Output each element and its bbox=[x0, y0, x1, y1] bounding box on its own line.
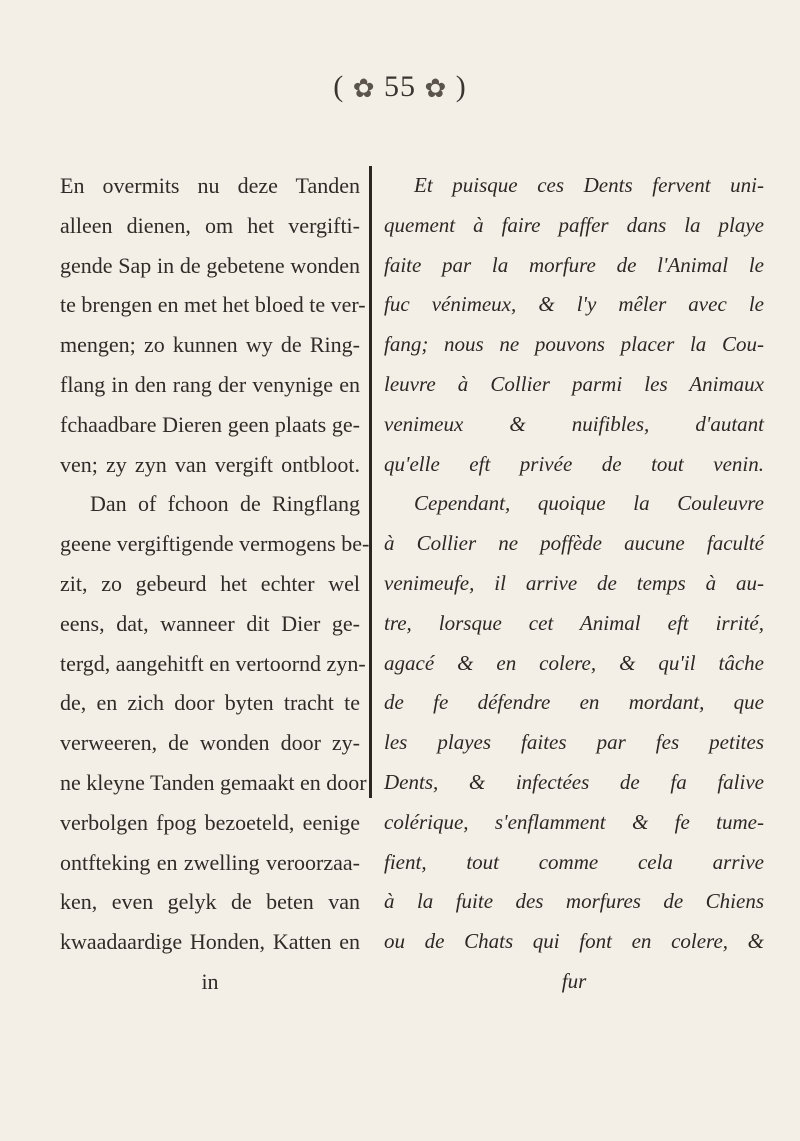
text-line: ou de Chats qui font en colere, & bbox=[384, 929, 764, 954]
text-line: kwaadaardige Honden, Katten en bbox=[60, 929, 360, 955]
text-line: ontfteking en zwelling veroorzaa- bbox=[60, 849, 360, 875]
column-divider bbox=[369, 166, 372, 798]
text-line: tre, lorsque cet Animal eft irrité, bbox=[384, 610, 764, 635]
text-line: verweeren, de wonden door zy- bbox=[60, 730, 360, 756]
text-line: Dan of fchoon de Ringflang bbox=[90, 491, 360, 517]
text-line: te brengen en met het bloed te ver- bbox=[60, 292, 366, 318]
text-line: ne kleyne Tanden gemaakt en door bbox=[60, 769, 367, 795]
text-line: ken, even gelyk de beten van bbox=[60, 889, 360, 915]
text-line: geene vergiftigende vermogens be- bbox=[60, 531, 370, 557]
page-header bbox=[0, 70, 800, 104]
text-line: de fe défendre en mordant, que bbox=[384, 690, 764, 715]
text-line: à Collier ne poffède aucune faculté bbox=[384, 531, 764, 556]
text-line: quement à faire paffer dans la playe bbox=[384, 212, 764, 237]
text-line: Cependant, quoique la Couleuvre bbox=[414, 491, 764, 516]
text-line: fient, tout comme cela arrive bbox=[384, 849, 764, 874]
text-line: venimeufe, il arrive de temps à au- bbox=[384, 570, 764, 595]
left-ornament-icon: ✿ bbox=[352, 74, 376, 104]
text-line: Dents, & infectées de fa falive bbox=[384, 769, 764, 794]
text-line: mengen; zo kunnen wy de Ring- bbox=[60, 332, 360, 358]
text-line: tergd, aangehitft en vertoornd zyn- bbox=[60, 650, 366, 676]
catchword: in bbox=[201, 968, 219, 994]
text-line: fchaadbare Dieren geen plaats ge- bbox=[60, 411, 360, 437]
text-line: flang in den rang der venynige en bbox=[60, 371, 360, 397]
text-line: alleen dienen, om het vergifti- bbox=[60, 212, 360, 238]
text-line: gende Sap in de gebetene wonden bbox=[60, 252, 360, 278]
page-number: 55 bbox=[384, 70, 416, 103]
header-paren-open: ( bbox=[333, 70, 345, 103]
text-line: leuvre à Collier parmi les Animaux bbox=[384, 371, 764, 396]
text-line: En overmits nu deze Tanden bbox=[60, 173, 360, 198]
text-line: venimeux & nuifibles, d'autant bbox=[384, 411, 764, 436]
text-line: qu'elle eft privée de tout venin. bbox=[384, 451, 764, 476]
right-ornament-icon: ✿ bbox=[424, 74, 448, 104]
text-line: eens, dat, wanneer dit Dier ge- bbox=[60, 610, 360, 636]
text-line: Et puisque ces Dents fervent uni- bbox=[414, 173, 764, 197]
text-line: fuc vénimeux, & l'y mêler avec le bbox=[384, 292, 764, 317]
french-text-column bbox=[384, 166, 764, 1002]
text-line: verbolgen fpog bezoeteld, eenige bbox=[60, 809, 360, 835]
dutch-text-column bbox=[60, 166, 370, 1002]
text-line: fang; nous ne pouvons placer la Cou- bbox=[384, 332, 764, 357]
catchword: fur bbox=[561, 968, 587, 993]
text-line: de, en zich door byten tracht te bbox=[60, 690, 360, 716]
text-line: ven; zy zyn van vergift ontbloot. bbox=[60, 451, 360, 477]
text-line: faite par la morfure de l'Animal le bbox=[384, 252, 764, 277]
text-line: à la fuite des morfures de Chiens bbox=[384, 889, 764, 914]
text-line: zit, zo gebeurd het echter wel bbox=[60, 570, 360, 596]
text-line: colérique, s'enflamment & fe tume- bbox=[384, 809, 764, 834]
text-line: agacé & en colere, & qu'il tâche bbox=[384, 650, 764, 675]
header-paren-close: ) bbox=[455, 70, 467, 103]
text-line: les playes faites par fes petites bbox=[384, 730, 764, 755]
